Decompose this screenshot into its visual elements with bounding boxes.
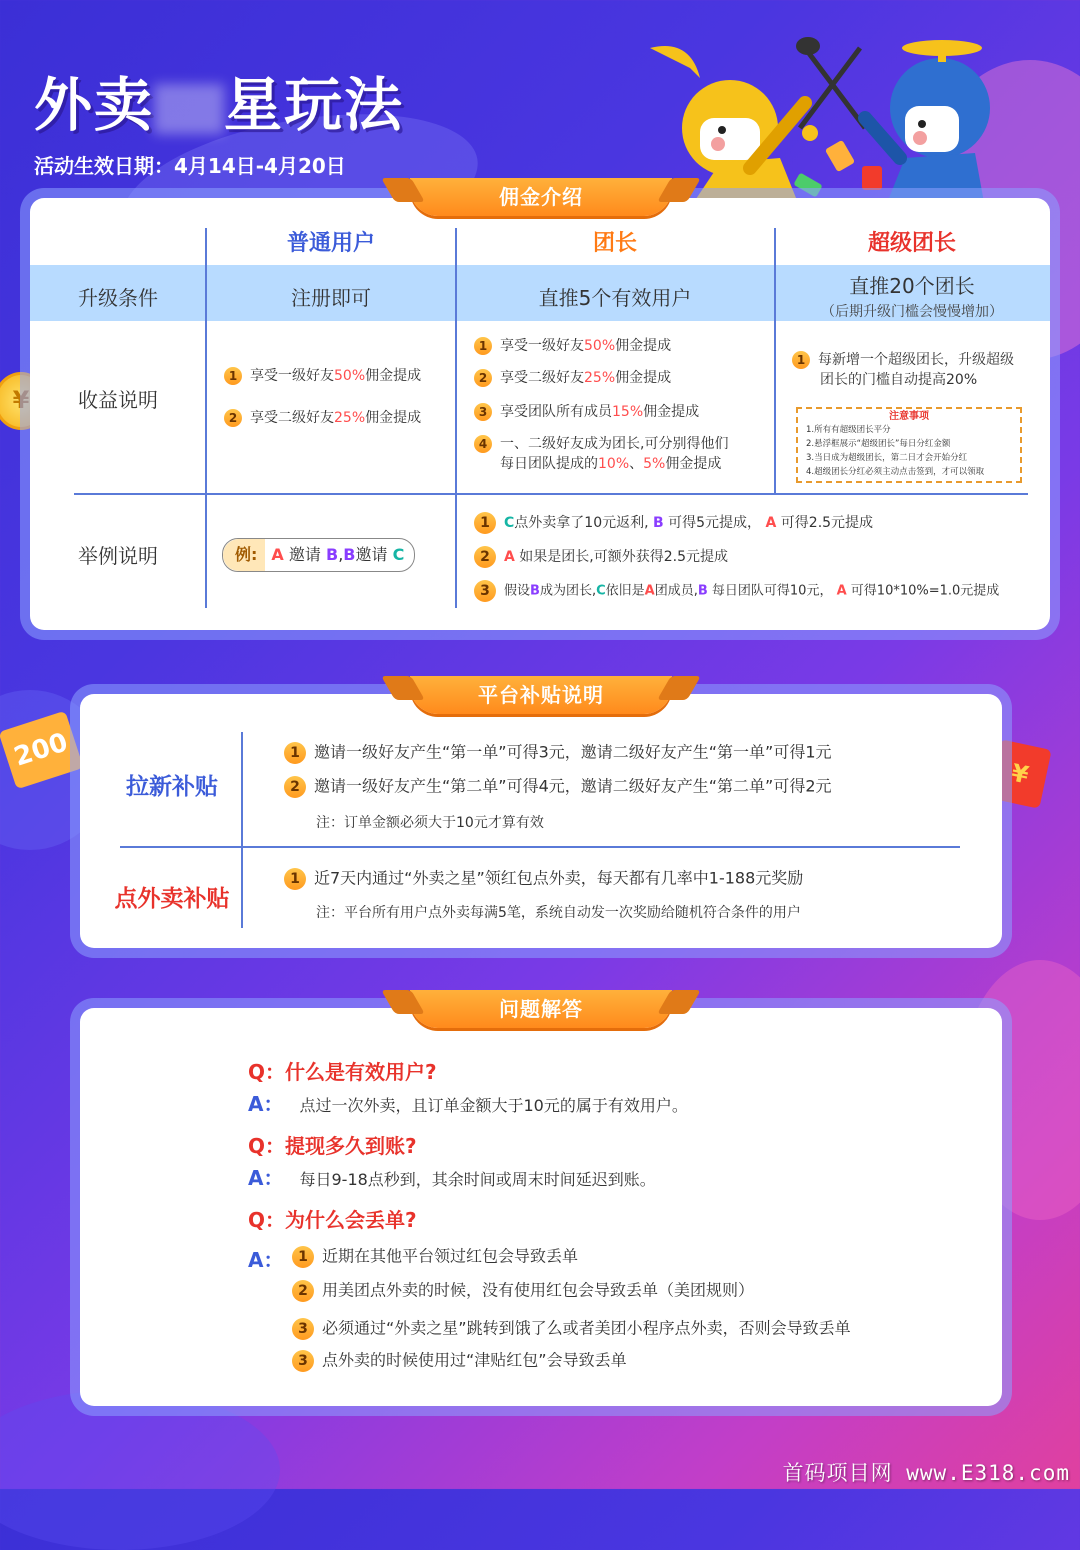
column-super-leader: 超级团长: [867, 231, 956, 256]
voucher-200-icon: 200: [0, 711, 84, 790]
income-leader-item: 2 享受二级好友25%佣金提成: [474, 368, 671, 388]
commission-banner: 佣金介绍: [410, 178, 672, 216]
faq-question: Q：什么是有效用户?: [248, 1060, 437, 1084]
faq-reason: 1 近期在其他平台领过红包会导致丢单: [292, 1246, 578, 1268]
example-pill: 例: A 邀请 B,B邀请 C: [222, 538, 415, 572]
bg-blob: [0, 1390, 280, 1550]
income-leader-item: 4 一、二级好友成为团长,可分别得他们 每日团队提成的10%、5%佣金提成: [474, 434, 728, 474]
column-normal-user: 普通用户: [286, 231, 375, 256]
coin-icon: ¥: [0, 372, 48, 430]
income-normal-item: 2 享受二级好友25%佣金提成: [224, 408, 421, 428]
table-divider: [774, 228, 776, 494]
faq-reason: 2 用美团点外卖的时候，没有使用红包会导致丢单（美团规则）: [292, 1280, 754, 1302]
subsidy-divider: [241, 732, 243, 928]
faq-answer-label: A：: [248, 1248, 284, 1272]
faq-reason: 3 点外卖的时候使用过“津贴红包”会导致丢单: [292, 1350, 627, 1372]
example-item: 3 假设B成为团长,C依旧是A团成员,B 每日团队可得10元， A 可得10*10%=1.0元提成: [474, 580, 999, 602]
row-label-income: 收益说明: [78, 388, 158, 412]
faq-question: Q：为什么会丢单?: [248, 1208, 417, 1232]
faq-answer: A： 点过一次外卖，且订单金额大于10元的属于有效用户。: [248, 1092, 688, 1116]
upgrade-leader: 直推5个有效用户: [538, 286, 692, 310]
subsidy-item: 1 邀请一级好友产生“第一单”可得3元，邀请二级好友产生“第一单”可得1元: [284, 742, 832, 764]
income-super-item: 1 每新增一个超级团长，升级超级 团长的门槛自动提高20%: [792, 350, 1014, 390]
order-subsidy-label: 点外卖补贴: [114, 886, 230, 912]
faq-reason: 3 必须通过“外卖之星”跳转到饿了么或者美团小程序点外卖，否则会导致丢单: [292, 1318, 851, 1340]
subsidy-item: 1 近7天内通过“外卖之星”领红包点外卖，每天都有几率中1-188元奖励: [284, 868, 803, 890]
page-title: 外卖 星玩法: [34, 71, 405, 139]
red-envelope-icon: ¥: [988, 739, 1051, 809]
example-item: 2 A 如果是团长,可额外获得2.5元提成: [474, 546, 728, 568]
activity-date: 活动生效日期：4月14日-4月20日: [34, 154, 346, 178]
income-leader-item: 1 享受一级好友50%佣金提成: [474, 336, 671, 356]
income-normal-item: 1 享受一级好友50%佣金提成: [224, 366, 421, 386]
row-label-upgrade: 升级条件: [78, 286, 158, 310]
subsidy-note: 注：订单金额必须大于10元才算有效: [316, 815, 544, 831]
income-leader-item: 3 享受团队所有成员15%佣金提成: [474, 402, 699, 422]
upgrade-super: 直推20个团长 （后期升级门槛会慢慢增加）: [821, 274, 1003, 320]
faq-answer: A： 每日9-18点秒到，其余时间或周末时间延迟到账。: [248, 1166, 656, 1190]
subsidy-divider: [120, 846, 960, 848]
upgrade-normal: 注册即可: [291, 286, 371, 310]
watermark: 首码项目网 www.E318.com: [782, 1461, 1070, 1485]
row-label-example: 举例说明: [78, 544, 158, 568]
example-item: 1 C点外卖拿了10元返利, B 可得5元提成， A 可得2.5元提成: [474, 512, 873, 534]
super-leader-notes: 注意事项 1.所有有超级团长平分 2.悬浮框展示“超级团长”每日分红金额 3.当日成为超级团长，第二日才会开始分红 4.超级团长分红必须主动点击签到，才可以领取: [796, 407, 1022, 483]
faq-question: Q：提现多久到账?: [248, 1134, 417, 1158]
blurred-region: [154, 84, 224, 134]
faq-panel: [80, 1008, 1002, 1406]
new-user-subsidy-label: 拉新补贴: [126, 774, 218, 800]
subsidy-item: 2 邀请一级好友产生“第二单”可得4元，邀请二级好友产生“第二单”可得2元: [284, 776, 832, 798]
faq-banner: 问题解答: [410, 990, 672, 1028]
table-divider: [74, 493, 1028, 495]
subsidy-note: 注：平台所有用户点外卖每满5笔，系统自动发一次奖励给随机符合条件的用户: [316, 905, 801, 921]
subsidy-banner: 平台补贴说明: [410, 676, 672, 714]
column-leader: 团长: [592, 231, 637, 256]
